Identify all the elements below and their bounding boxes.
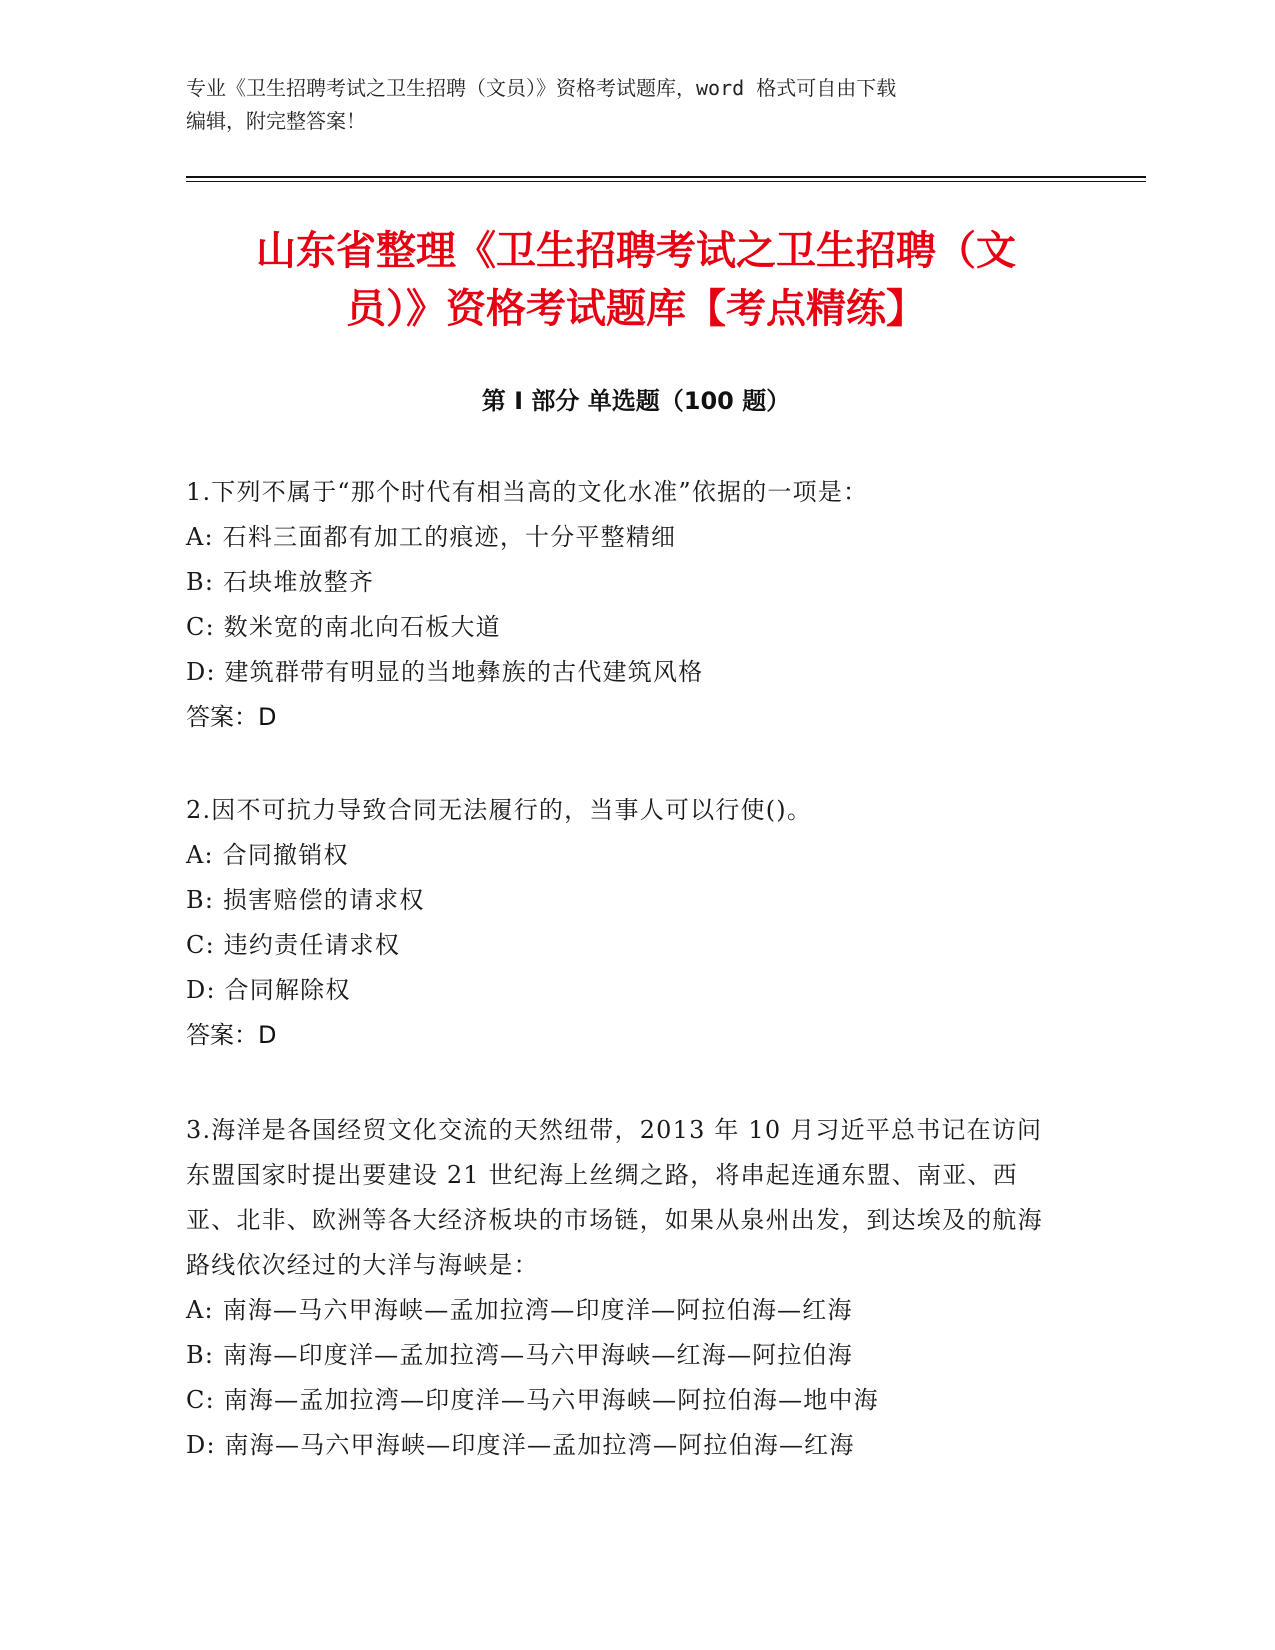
question-1 (186, 470, 1086, 740)
option-c: C: 南海—孟加拉湾—印度洋—马六甲海峡—阿拉伯海—地中海 (186, 1386, 879, 1414)
option-b: B: 南海—印度洋—孟加拉湾—马六甲海峡—红海—阿拉伯海 (186, 1341, 853, 1369)
header-divider-thin (186, 181, 1146, 182)
option-c: C: 违约责任请求权 (186, 931, 401, 959)
answer: 答案：D (186, 703, 277, 731)
question-stem: 1.下列不属于“那个时代有相当高的文化水准”依据的一项是： (186, 478, 869, 506)
option-b: B: 石块堆放整齐 (186, 568, 375, 596)
option-c: C: 数米宽的南北向石板大道 (186, 613, 501, 641)
question-stem: 3.海洋是各国经贸文化交流的天然纽带，2013 年 10 月习近平总书记在访问东盟国家时提出要建设 21 世纪海上丝绸之路，将串起连通东盟、南亚、西亚、北非、欧洲等各大经济板块的市场链，如果从泉州出发，到达埃及的航海路线依次经过的大洋与海峡是： (186, 1116, 1043, 1279)
section-heading: 第 I 部分 单选题（100 题） (481, 387, 791, 415)
question-stem: 2.因不可抗力导致合同无法履行的，当事人可以行使()。 (186, 796, 813, 824)
option-a: A: 南海—马六甲海峡—孟加拉湾—印度洋—阿拉伯海—红海 (186, 1296, 853, 1324)
header-divider (186, 176, 1146, 178)
option-d: D: 南海—马六甲海峡—印度洋—孟加拉湾—阿拉伯海—红海 (186, 1431, 855, 1459)
question-2 (186, 788, 1086, 1058)
answer: 答案：D (186, 1021, 277, 1049)
header-note-line-2: 编辑，附完整答案！ (186, 109, 366, 133)
option-d: D: 建筑群带有明显的当地彝族的古代建筑风格 (186, 658, 704, 686)
header-note (186, 72, 1086, 138)
document-title-line-1: 山东省整理《卫生招聘考试之卫生招聘（文 (256, 228, 1016, 274)
document-title (186, 222, 1086, 338)
option-a: A: 合同撤销权 (186, 841, 349, 869)
header-note-line-1: 专业《卫生招聘考试之卫生招聘（文员）》资格考试题库，word 格式可自由下载 (186, 76, 897, 100)
document-title-line-2: 员）》资格考试题库【考点精练】 (346, 286, 926, 332)
option-b: B: 损害赔偿的请求权 (186, 886, 425, 914)
option-d: D: 合同解除权 (186, 976, 351, 1004)
option-a: A: 石料三面都有加工的痕迹，十分平整精细 (186, 523, 677, 551)
question-3 (186, 1108, 1086, 1468)
